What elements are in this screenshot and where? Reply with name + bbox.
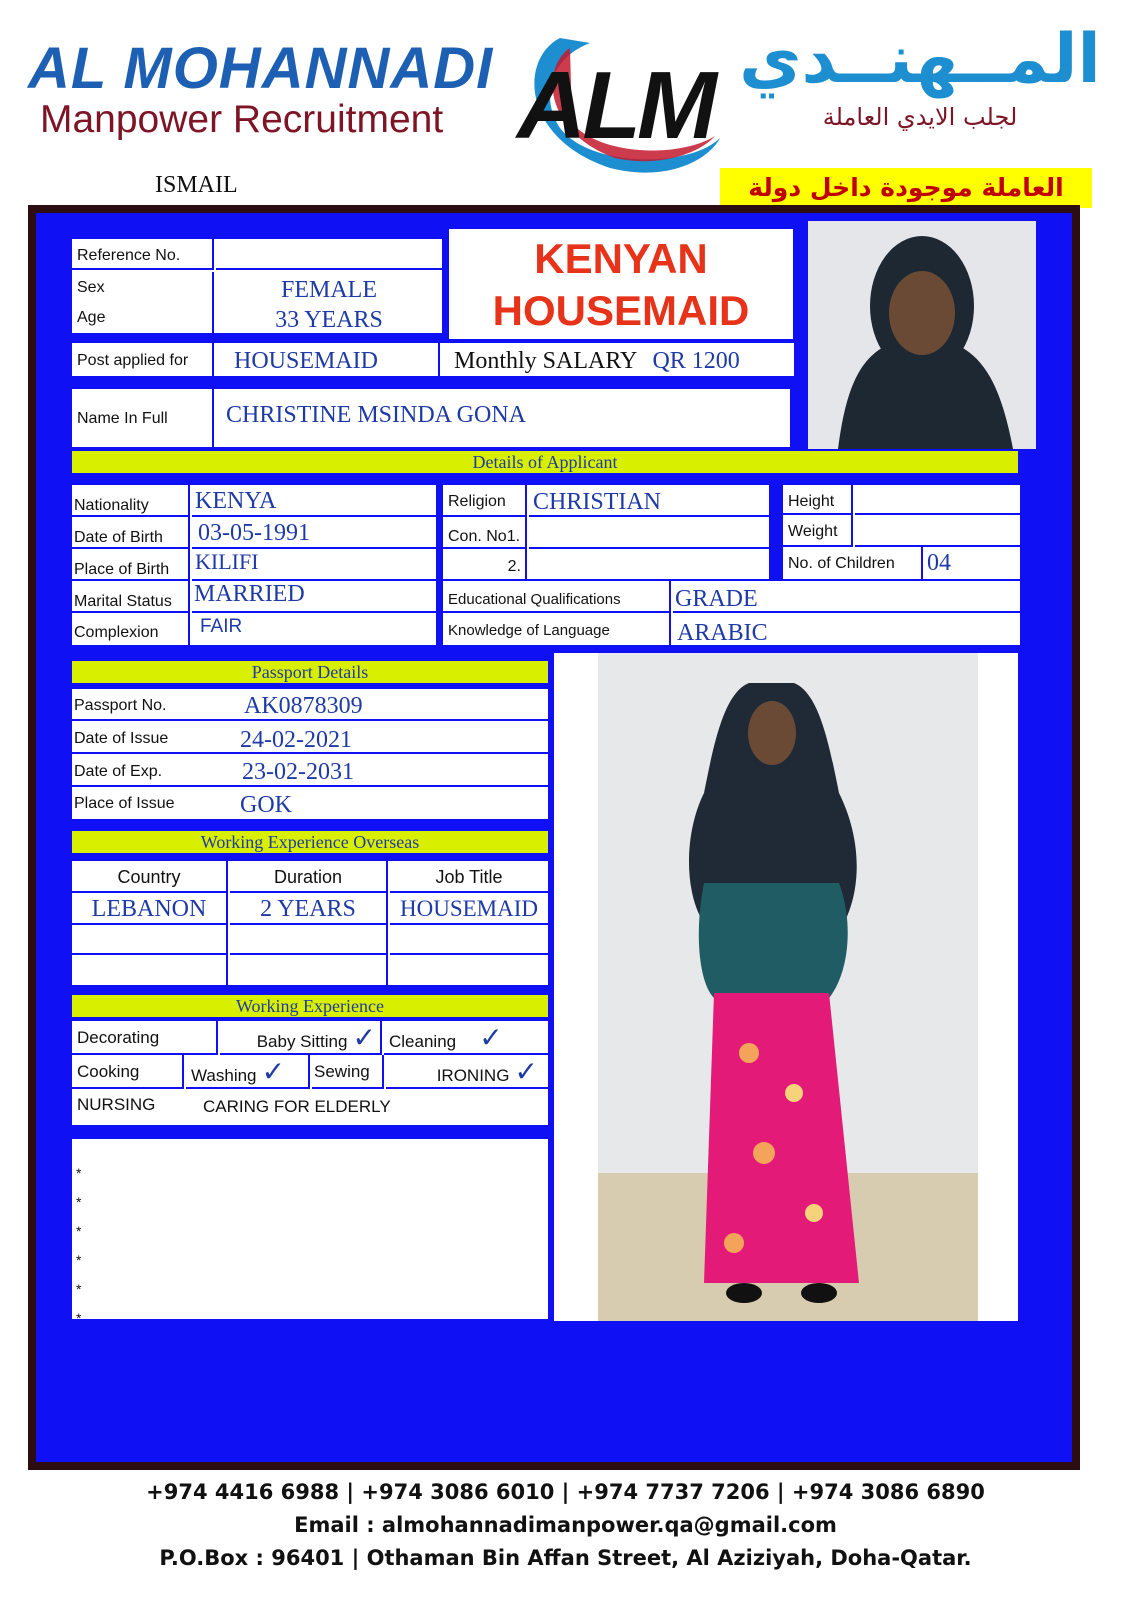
application-form — [28, 205, 1080, 1470]
children-value: 04 — [927, 550, 951, 576]
letterhead — [0, 0, 1131, 210]
issue-place-value: GOK — [240, 792, 292, 818]
passport-table — [72, 689, 548, 819]
passport-no-label: Passport No. — [74, 697, 167, 714]
note-bullet: * — [76, 1310, 82, 1326]
post-label: Post applied for — [77, 352, 189, 369]
passport-no-value: AK0878309 — [244, 693, 363, 719]
skill-cooking: Cooking — [77, 1062, 140, 1081]
agent-name: ISMAIL — [155, 172, 238, 198]
education-label: Educational Qualifications — [448, 591, 621, 608]
sex-label: Sex — [77, 279, 105, 296]
issue-date-value: 24-02-2021 — [240, 727, 352, 753]
religion-label: Religion — [448, 493, 506, 510]
age-label: Age — [77, 309, 106, 326]
notes-box — [72, 1139, 548, 1326]
skill-decorating: Decorating — [77, 1028, 160, 1047]
education-value: GRADE — [675, 586, 758, 612]
nationality-value: KENYA — [195, 488, 277, 514]
note-bullet: * — [76, 1165, 82, 1181]
language-label: Knowledge of Language — [448, 622, 610, 639]
skill-cleaning: Cleaning — [389, 1032, 457, 1051]
brand-english — [28, 36, 498, 142]
table-row — [72, 955, 228, 985]
overseas-table — [72, 861, 548, 985]
title-position: HOUSEMAID — [492, 287, 750, 334]
title-box — [449, 229, 793, 339]
note-bullet: * — [76, 1223, 82, 1239]
issue-date-label: Date of Issue — [74, 730, 169, 747]
ironing-check-icon: ✓ — [514, 1055, 538, 1088]
overseas-country: LEBANON — [91, 896, 207, 922]
dob-label: Date of Birth — [74, 529, 163, 546]
post-value: HOUSEMAID — [234, 348, 378, 374]
logo-text: ALM — [517, 52, 713, 159]
con2-label: 2. — [507, 558, 521, 575]
washing-check-icon: ✓ — [261, 1055, 286, 1088]
height-label: Height — [788, 493, 835, 510]
skill-washing: Washing — [191, 1066, 257, 1085]
age-value: 33 YEARS — [275, 307, 383, 333]
title-nationality: KENYAN — [534, 235, 708, 282]
expiry-date-value: 23-02-2031 — [242, 759, 354, 785]
portrait-figure-icon — [808, 221, 1036, 449]
phone-numbers: +974 4416 6988 | +974 3086 6010 | +974 7737 7206 | +974 3086 6890 — [146, 1480, 985, 1504]
brand-arabic-subtitle: لجلب الايدي العاملة — [822, 103, 1018, 131]
name-label: Name In Full — [77, 410, 168, 427]
note-bullet: * — [76, 1281, 82, 1297]
physical-table — [783, 485, 1020, 579]
religion-value: CHRISTIAN — [533, 489, 662, 515]
salary-label: Monthly SALARY — [454, 348, 638, 374]
experience-heading: Working Experience — [72, 995, 548, 1017]
pob-value: KILIFI — [195, 549, 259, 574]
expiry-date-label: Date of Exp. — [74, 763, 163, 780]
skill-caring-elderly: CARING FOR ELDERLY — [203, 1097, 391, 1116]
passport-heading: Passport Details — [72, 661, 548, 683]
post-salary-row — [72, 343, 794, 376]
portrait-photo — [808, 221, 1036, 449]
contact-footer — [0, 1476, 1131, 1575]
details-left-table — [72, 485, 436, 645]
brand-arabic — [735, 18, 1105, 132]
overseas-heading: Working Experience Overseas — [72, 831, 548, 853]
details-heading: Details of Applicant — [72, 451, 1018, 473]
table-row — [72, 893, 228, 925]
skill-ironing: IRONING — [436, 1066, 510, 1085]
pob-label: Place of Birth — [74, 561, 170, 578]
sex-value: FEMALE — [281, 277, 377, 301]
email-address: Email : almohannadimanpower.qa@gmail.com — [294, 1513, 837, 1537]
note-bullet: * — [76, 1194, 82, 1210]
table-row — [72, 925, 228, 955]
cleaning-check-icon: ✓ — [479, 1021, 503, 1054]
experience-table — [72, 1021, 548, 1125]
complexion-value: FAIR — [200, 616, 243, 637]
baby-sitting-check-icon: ✓ — [352, 1021, 376, 1054]
reference-label: Reference No. — [77, 247, 181, 264]
full-length-photo — [554, 653, 1018, 1321]
marital-value: MARRIED — [194, 581, 305, 607]
alm-logo — [500, 18, 730, 178]
brand-subtitle: Manpower Recruitment — [40, 98, 444, 141]
salary-value: QR 1200 — [652, 348, 740, 374]
full-name-row — [72, 389, 790, 447]
nationality-label: Nationality — [74, 497, 149, 514]
postal-address: P.O.Box : 96401 | Othaman Bin Affan Street, Al Aziziyah, Doha-Qatar. — [159, 1546, 972, 1570]
language-value: ARABIC — [677, 620, 768, 645]
location-banner: العاملة موجودة داخل دولة — [720, 168, 1092, 208]
skill-sewing: Sewing — [314, 1062, 370, 1081]
name-value: CHRISTINE MSINDA GONA — [226, 402, 527, 428]
issue-place-label: Place of Issue — [74, 795, 175, 812]
col-duration: Duration — [273, 867, 343, 887]
skill-nursing: NURSING — [77, 1095, 156, 1114]
form-background — [42, 221, 1066, 1454]
weight-label: Weight — [788, 523, 838, 540]
brand-arabic-name: المــهنــدي — [739, 20, 1101, 99]
dob-value: 03-05-1991 — [198, 520, 310, 546]
note-bullet: * — [76, 1252, 82, 1268]
con1-label: Con. No1. — [448, 528, 521, 545]
col-job-title: Job Title — [435, 867, 503, 887]
children-label: No. of Children — [788, 555, 895, 572]
religion-contact-table — [443, 485, 769, 579]
overseas-job: HOUSEMAID — [400, 896, 538, 921]
marital-label: Marital Status — [74, 593, 172, 610]
skill-baby-sitting: Baby Sitting — [256, 1032, 348, 1051]
complexion-label: Complexion — [74, 624, 159, 641]
personal-summary-table — [72, 239, 442, 333]
education-language-table — [443, 581, 1020, 645]
brand-name: AL MOHANNADI — [28, 36, 494, 101]
full-body-figure-icon — [554, 653, 1018, 1321]
overseas-duration: 2 YEARS — [260, 896, 356, 922]
col-country: Country — [117, 867, 181, 887]
